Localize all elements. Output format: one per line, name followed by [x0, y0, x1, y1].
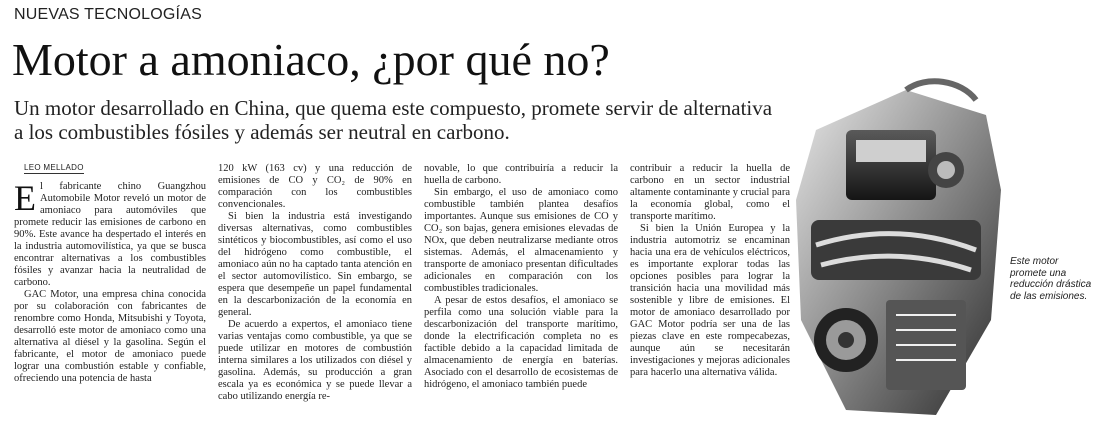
- paragraph: Si bien la industria está investigando diversas alternativas, como combustibles sintéticos y biocombustibles, así como el uso del hidrógeno como combustible, el amoniaco aún no ha captado tanta atención en el sector automovilístico. Sin embargo, se espera que desempeñe un papel fundamental en la descarbonización de la economía en general.: [218, 211, 412, 318]
- engine-photo: [786, 70, 1006, 420]
- subheadline: Un motor desarrollado en China, que quema este compuesto, promete servir de alternativa a los combustibles fósiles y además ser neutral en carbono.: [14, 96, 773, 144]
- paragraph: A pesar de estos desafíos, el amoniaco se perfila como una solución viable para la descarbonización del transporte marítimo, donde la electrificación completa no es factible debido a la capacidad limitada de almacenamiento de energía en baterías. Asociado con el desarrollo de ecosistemas de hidrógeno, el amoniaco también puede: [424, 295, 618, 390]
- paragraph: El fabricante chino Guangzhou Automobile Motor reveló un motor de amoniaco para automóviles que promete reducir las emisiones de carbono en 90%. Este avance ha despertado el interés en la industria automovilística, ya que se busca encontrar alternativas a los combustibles fósiles y avanzar hacia la neutralidad de carbono.: [14, 181, 206, 288]
- paragraph: contribuir a reducir la huella de carbono en un sector industrial altamente contaminante y crucial para la economía global, como el transporte marítimo.: [630, 163, 790, 222]
- paragraph: Sin embargo, el uso de amoniaco como combustible también plantea desafíos importantes. Aunque sus emisiones de CO y CO₂ son bajas, genera emisiones elevadas de NOx, que deben neutralizarse mediante otros sistemas. Además, el almacenamiento y transporte de amoniaco presentan dificultades adicionales en comparación con los combustibles tradicionales.: [424, 187, 618, 294]
- paragraph: De acuerdo a expertos, el amoniaco tiene varias ventajas como combustible, ya que se puede utilizar en motores de combustión interna similares a los utilizados con diésel y gasolina. Además, su producción a gran escala ya es económica y se puede llevar a cabo utilizando energía re-: [218, 319, 412, 402]
- drop-cap: E: [14, 181, 36, 218]
- article-column-1: [14, 181, 206, 424]
- article-column-4: [630, 163, 790, 423]
- paragraph: GAC Motor, una empresa china conocida por su colaboración con fabricantes de renombre como Honda, Mitsubishi y Toyota, desarrolló este motor de amoniaco como una alternativa al diésel y la gasolina. Según el fabricante, el motor de amoniaco puede lograr una combustión estable y confiable, ofreciendo una potencia de hasta: [14, 289, 206, 384]
- headline: Motor a amoniaco, ¿por qué no?: [12, 34, 610, 85]
- article-column-3: [424, 163, 618, 423]
- photo-caption: Este motor promete una reducción drástica de las emisiones.: [1010, 256, 1092, 302]
- section-label: NUEVAS TECNOLOGÍAS: [14, 6, 202, 23]
- byline: LEO MELLADO: [24, 163, 84, 172]
- paragraph: novable, lo que contribuiría a reducir la huella de carbono.: [424, 163, 618, 186]
- article-column-2: [218, 163, 412, 423]
- paragraph: Si bien la Unión Europea y la industria automotriz se encaminan hacia una era de vehículos eléctricos, es importante explorar todas las opciones posibles para lograr la transición hacia una movilidad más sostenible y libre de emisiones. El motor de amoniaco desarrollado por GAC Motor podría ser una de las piezas clave en este rompecabezas, aunque aún se necesitarán investigaciones y mejoras adicionales para hacerlo una alternativa válida.: [630, 223, 790, 378]
- paragraph: 120 kW (163 cv) y una reducción de emisiones de CO y CO₂ de 90% en comparación con los combustibles convencionales.: [218, 163, 412, 210]
